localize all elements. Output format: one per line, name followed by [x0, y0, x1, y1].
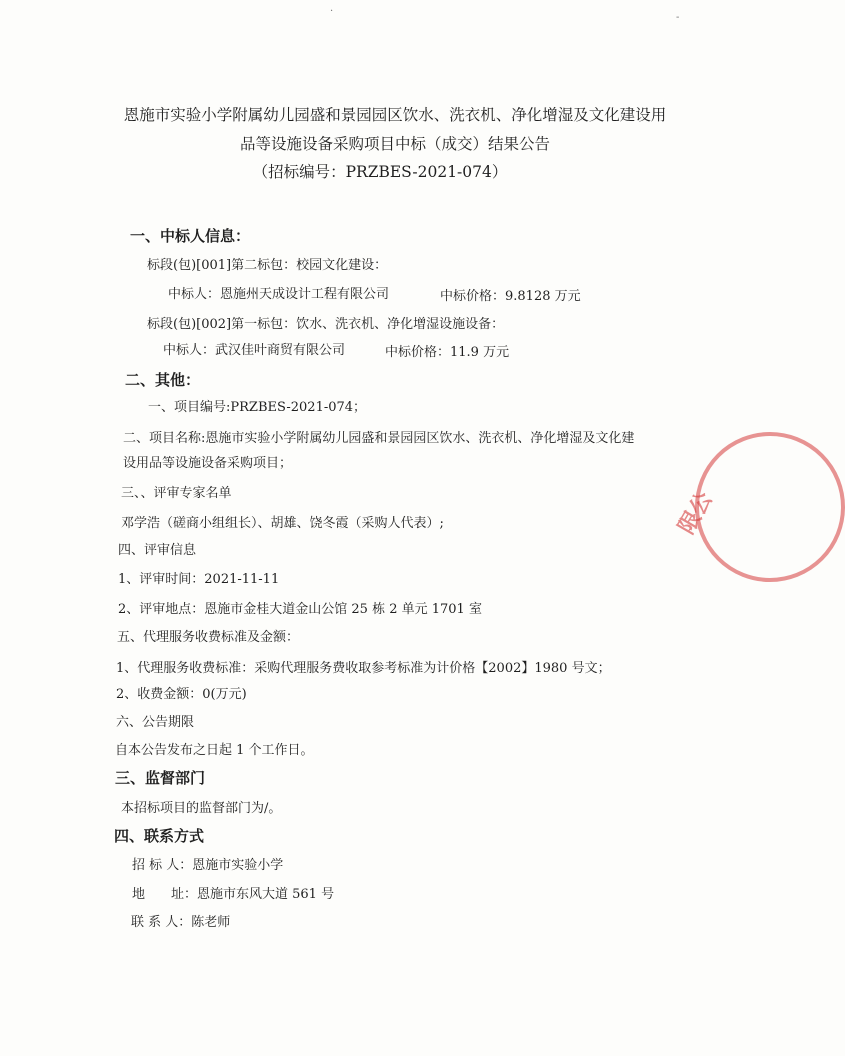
- project-name-line2: 设用品等设施设备采购项目；: [123, 456, 293, 471]
- lot2-winner: 中标人：武汉佳叶商贸有限公司: [163, 343, 346, 358]
- supervision-text: 本招标项目的监督部门为/。: [121, 801, 282, 816]
- lot1-winner: 中标人：恩施州天成设计工程有限公司: [168, 287, 390, 302]
- section-heading-winner: 一、中标人信息：: [130, 227, 251, 245]
- project-name-line1: 二、项目名称:恩施市实验小学附属幼儿园盛和景园园区饮水、洗衣机、净化增湿及文化建: [123, 431, 635, 446]
- company-seal: [674, 432, 845, 582]
- address: 地 址：恩施市东风大道 561 号: [132, 887, 335, 902]
- fee-heading: 五、代理服务收费标准及金额：: [117, 630, 300, 645]
- tenderer: 招 标 人：恩施市实验小学: [132, 858, 284, 873]
- page-title-line2: 品等设施设备采购项目中标（成交）结果公告: [239, 135, 550, 153]
- lot2-title: 标段(包)[002]第一标包：饮水、洗衣机、净化增湿设施设备：: [147, 317, 505, 332]
- notice-period: 自本公告发布之日起 1 个工作日。: [115, 743, 314, 758]
- scan-mark: -: [676, 12, 680, 23]
- notice-period-heading: 六、公告期限: [116, 715, 195, 730]
- expert-list: 邓学浩（磋商小组组长）、胡雄、饶冬霞（采购人代表）;: [121, 516, 444, 531]
- review-info-heading: 四、评审信息: [118, 543, 197, 558]
- fee-amount: 2、收费金额：0(万元): [116, 687, 247, 702]
- fee-standard: 1、代理服务收费标准：采购代理服务费收取参考标准为计价格【2002】1980 号文；: [116, 661, 611, 676]
- lot1-title: 标段(包)[001]第二标包：校园文化建设：: [147, 258, 388, 273]
- review-time: 1、评审时间：2021-11-11: [118, 572, 280, 587]
- scan-mark: ·: [330, 6, 334, 17]
- review-place: 2、评审地点：恩施市金桂大道金山公馆 25 栋 2 单元 1701 室: [118, 602, 482, 617]
- tender-number: （招标编号：PRZBES-2021-074）: [252, 163, 508, 181]
- seal-text: 限公: [674, 488, 718, 539]
- project-number: 一、项目编号:PRZBES-2021-074；: [148, 400, 367, 415]
- contact-person: 联 系 人：陈老师: [131, 915, 231, 930]
- section-heading-supervision: 三、监督部门: [115, 769, 206, 787]
- section-heading-contact: 四、联系方式: [114, 827, 205, 845]
- page-title-line1: 恩施市实验小学附属幼儿园盛和景园园区饮水、洗衣机、净化增湿及文化建设用: [123, 106, 667, 124]
- lot1-price: 中标价格：9.8128 万元: [440, 289, 581, 304]
- lot2-price: 中标价格：11.9 万元: [385, 345, 510, 360]
- expert-list-heading: 三、、评审专家名单: [121, 486, 232, 501]
- section-heading-other: 二、其他：: [125, 371, 201, 389]
